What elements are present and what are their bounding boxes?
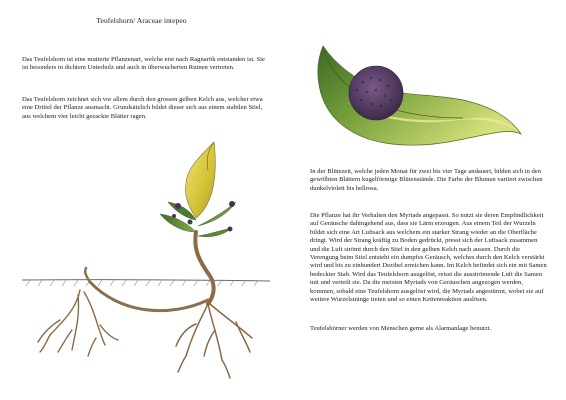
leaf-blossom-illustration — [283, 0, 566, 160]
usage-paragraph: Teufelshörner werden von Menschen gerne als Alarmanlage benutzt. — [310, 325, 492, 332]
root-strand — [90, 282, 208, 311]
right-roots — [176, 304, 252, 378]
page-title: Teufelshorn/ Araceae intepeo — [96, 16, 187, 25]
curved-leaf — [318, 46, 521, 145]
bloom-paragraph: In der Blütezeit, welche jeden Monat für zwei bis vier Tage andauert, bilden sich in den gewölbten Blättern kugelförmige Blütenstände. Die Farbe der Blumen variiert zwischen dunkelviolett bis hellrosa. — [310, 168, 543, 192]
blossom-sphere — [349, 66, 403, 120]
intro-paragraph: Das Teufelshorn ist eine mutierte Pflanzenart, welche erst nach Ragnarök entstanden ist. Sie ist besonders in dichtem Unterholz und auch in überwucherten Ruinen vertreten. — [22, 56, 265, 72]
behavior-paragraph: Die Pflanze hat ihr Verhalten den Myriads angepasst. So nutzt sie deren Empfindlichkeit auf Geräusche dahingehend aus, dass sie Lärm erzeugen. Aus einem Teil der Wurzeln bildet sich eine Art Luftsack aus welchem ein starker Strang wieder an die Oberfläche dringt. Wird der Strang kräftig zu Boden gedrückt, presst sich der Luftsack zusammen und die Luft strömt durch den Stiel in den gelben Kelch nach aussen. Durch die Verengung beim Stiel entsteht ein dumpfes Geräusch, welches durch den Kelch verstärkt wird und bis zu einhundert Dezibel erreichen kann. Im Kelch befindet sich ein mit Samen bedeckter Stab. Wird das Teufelshorn ausgelöst, reisst die ausströmende Luft die Samen mit und verteilt sie. Da die meisten Myriads von Geräuschen angezogen werden, kommen, sobald eine Teufelshorn ausgelöst wird, die Myriads angestürmt, wobei sie auf weitere Wurzelstränge treten und so einen Kettenreaktion auslösen. — [310, 212, 547, 304]
plant-stem — [195, 232, 213, 304]
left-roots — [38, 290, 118, 356]
description-paragraph: Das Teufelshorn zeichnet sich vor allem durch den grossen gelben Kelch aus, welcher etwa eine Drittel der Pflanze ausmacht. Grundsätzlich bildet dieser sich aus einem stabilen Stiel, aus welchem vier leicht gezackte Blätter ragen. — [22, 96, 263, 120]
leaf-lower-right — [198, 228, 232, 237]
ground-line — [22, 280, 270, 281]
yellow-cup — [185, 142, 215, 218]
right-page — [283, 0, 566, 400]
